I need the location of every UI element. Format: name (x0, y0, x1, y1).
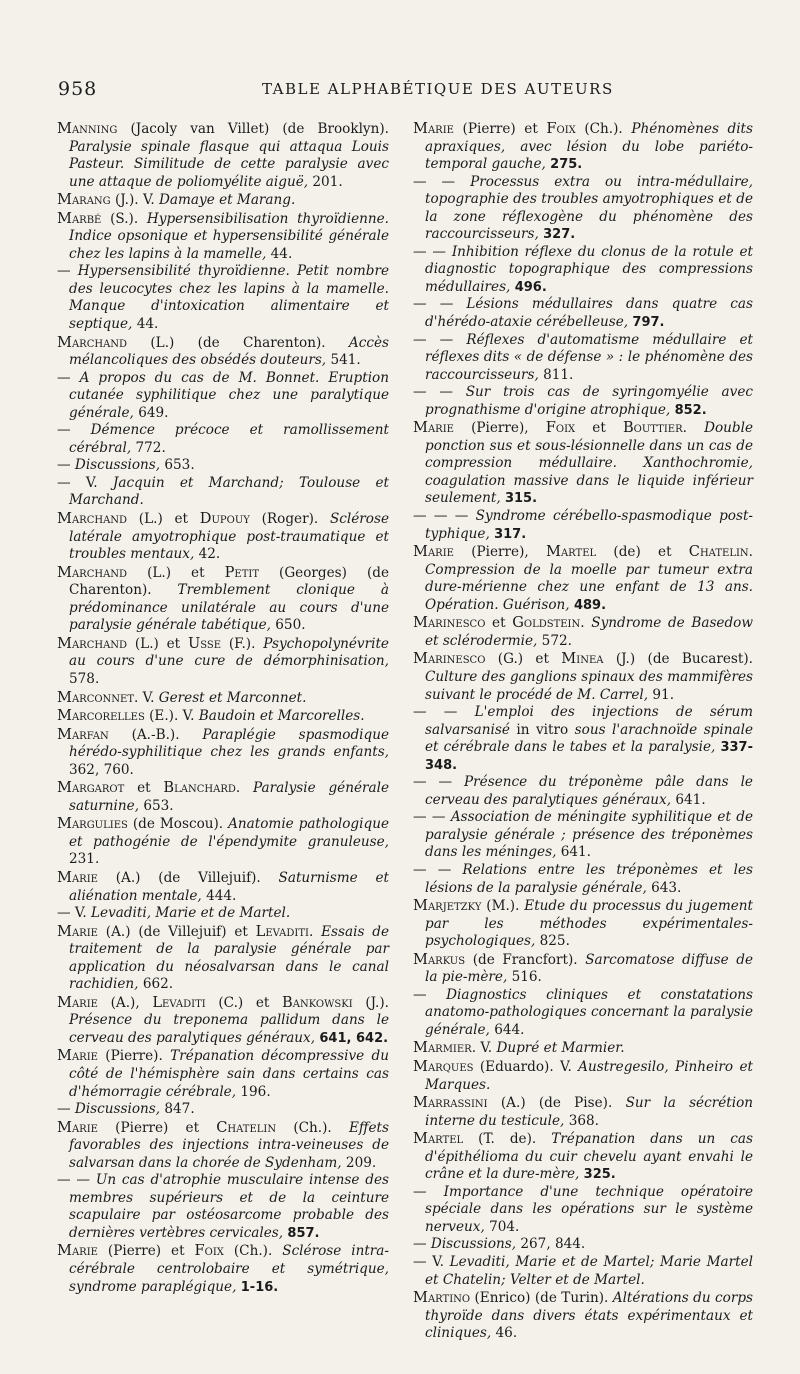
entry-text: in vitro (516, 721, 569, 738)
author-name: Martino (413, 1289, 471, 1307)
entry-text: 267, 844. (520, 1236, 586, 1253)
author-name: Marinesco (413, 614, 486, 632)
author-name: Margarot (57, 779, 125, 797)
entry-title: Association de méningite syphilitique et de paralysie générale ; présence des tréponèmes dans les méninges, (425, 809, 753, 861)
author-name: Marfan (57, 725, 109, 743)
index-entry (57, 905, 389, 923)
index-entry (413, 809, 753, 862)
entry-text: . (308, 923, 322, 940)
index-entry (413, 1289, 753, 1343)
entry-title: Syndrome de Basedow et sclérodermie, (425, 615, 753, 649)
author-name: Marinesco (413, 650, 486, 668)
entry-text: 649. (138, 404, 169, 421)
entry-title: Psychopolynévrite au cours d'une cure de démorphinisation, (69, 635, 389, 670)
index-entry (57, 191, 389, 210)
index-entry (413, 1094, 753, 1130)
entry-text: 572. (541, 632, 572, 649)
entry-text: — (413, 986, 447, 1003)
entry-text: 42. (198, 546, 221, 563)
running-title: TABLE ALPHABÉTIQUE DES AUTEURS (262, 80, 614, 98)
index-entry (413, 951, 753, 987)
entry-title: Trépanation décompressive du côté de l'hémisphère sain dans certains cas d'hémorragie cérébrale, (69, 1048, 389, 1100)
entry-title: Sclérose latérale amyotrophique post-traumatique et troubles mentaux, (69, 511, 389, 563)
entry-text: — — (413, 809, 451, 826)
page-reference: 337-348. (425, 740, 753, 773)
author-name: Martel (413, 1130, 464, 1148)
entry-title: Lésions médullaires dans quatre cas d'hérédo-ataxie cérébelleuse, (425, 296, 753, 331)
entry-text: (Roger). (249, 511, 330, 528)
entry-text: (Eduardo). V. (473, 1058, 579, 1075)
entry-title: Tremblement clonique à prédominance unilatérale au cours d'une paralysie générale tabétique, (69, 582, 390, 634)
index-entry (57, 370, 389, 423)
entry-text: 196. (240, 1083, 271, 1100)
entry-title: Baudoin et Marcorelles. (198, 708, 365, 725)
entry-text: (Ch.). (223, 1243, 283, 1260)
index-entry (57, 1047, 389, 1101)
index-entry (413, 419, 753, 508)
entry-text: (L.) et (127, 635, 188, 652)
entry-title: Hypersensibilisation thyroïdienne. Indice opsonique et hypersensibilité générale chez les lapins à la mamelle, (69, 210, 389, 262)
entry-text: (M.). (481, 898, 525, 915)
entry-text: 362, 760. (69, 761, 134, 778)
index-entry (57, 726, 389, 780)
entry-text: — (57, 457, 75, 474)
author-name: Dupouy (199, 510, 250, 528)
author-name: Minea (561, 650, 604, 668)
author-name: Marie (57, 1118, 98, 1136)
entry-text: (T. de). (463, 1131, 552, 1148)
page-reference: 496. (514, 279, 547, 295)
page-reference: 275. (550, 157, 583, 173)
author-name: Bankowski (282, 993, 353, 1011)
entry-text: 847. (164, 1101, 195, 1118)
entry-title: Démence précoce et ramollissement cérébral, (69, 422, 389, 456)
entry-title: Trépanation dans un cas d'épithélioma du cuir chevelu ayant envahi le crâne et la dure-mère, (425, 1131, 753, 1183)
entry-text: (L.) et (127, 564, 225, 581)
index-entry (57, 457, 389, 475)
author-name: Marie (57, 868, 98, 886)
entry-title: Inhibition réflexe du clonus de la rotule et diagnostic topographique des compressions médullaires, (425, 243, 753, 295)
author-name: Marie (413, 419, 454, 437)
entry-text: — V. (57, 905, 91, 922)
index-entry (413, 862, 753, 897)
entry-text: 231. (69, 851, 100, 868)
page-reference: 489. (573, 597, 607, 613)
entry-title: Sarcomatose diffuse de la pie-mère, (425, 951, 753, 986)
author-name: Chatelin (216, 1118, 277, 1136)
entry-text: (Ch.). (276, 1119, 349, 1136)
entry-text: (Pierre). (97, 1048, 171, 1065)
entry-text: (J.) (de Bucarest). (603, 651, 753, 668)
index-entry (413, 384, 753, 419)
entry-title: Relations entre les tréponèmes et les lésions de la paralysie générale, (425, 861, 753, 896)
author-name: Foix (545, 419, 576, 437)
index-entry (413, 704, 753, 774)
index-entry (413, 897, 753, 951)
author-name: Marbé (57, 209, 102, 227)
index-entry (57, 1172, 389, 1242)
entry-title: Paralysie spinale flasque qui attaqua Louis Pasteur. Similitude de cette paralysie avec une attaque de poliomyélite aiguë, (69, 138, 389, 190)
entry-title: Importance d'une technique opératoire spéciale dans les opérations sur le système nerveux, (425, 1183, 753, 1235)
entry-text: — (413, 1183, 444, 1200)
entry-text: (L.) et (127, 511, 200, 528)
index-entry (57, 1242, 389, 1296)
page-reference: 315. (504, 491, 538, 507)
entry-text: — — (57, 1172, 96, 1189)
page-number: 958 (58, 78, 98, 100)
author-name: Marconnet (57, 688, 135, 706)
page-reference: 797. (632, 315, 665, 331)
author-name: Marchand (57, 333, 128, 351)
author-name: Manning (57, 120, 118, 137)
index-entry (57, 334, 389, 370)
entry-text: (L.) (de Charenton). (127, 334, 349, 351)
entry-title: Paralysie générale saturnine, (69, 780, 389, 814)
entry-title: Compression de la moelle par tumeur extra dure-mérienne chez une enfant de 13 ans. Opération. Guérison, (425, 561, 753, 613)
entry-text: (Enrico) (de Turin). (470, 1290, 613, 1307)
entry-text: 704. (489, 1218, 520, 1235)
entry-text: — — (413, 861, 463, 878)
index-entry (57, 510, 389, 564)
entry-title: Discussions, (430, 1236, 521, 1253)
author-name: Petit (224, 563, 259, 581)
index-entry (57, 120, 389, 191)
entry-text: 643. (651, 879, 682, 896)
entry-text: 811. (543, 366, 574, 383)
author-name: Bouttier (622, 419, 683, 437)
entry-text: 91. (652, 686, 675, 703)
entry-text: — — (413, 384, 466, 401)
entry-text: . V. (134, 689, 159, 706)
entry-text: . (748, 544, 753, 561)
entry-text: 641. (675, 791, 706, 808)
page-reference: 325. (583, 1167, 616, 1183)
entry-text: — V. (413, 1254, 450, 1270)
entry-text: 578. (69, 670, 100, 687)
entry-text: (Ch.). (575, 121, 632, 137)
author-name: Marchand (57, 510, 128, 528)
entry-title: Réflexes d'automatisme médullaire et réflexes dits « de défense » : le phénomène des raccourcisseurs, (425, 331, 753, 383)
entry-title: Levaditi, Marie et de Martel. (91, 905, 291, 922)
entry-title: Gerest et Marconnet. (158, 689, 307, 706)
entry-title: Culture des ganglions spinaux des mammifères suivant le procédé de M. Carrel, (425, 668, 753, 703)
entry-text: 653. (164, 457, 195, 474)
left-column (57, 120, 389, 1296)
page-reference: 857. (287, 1225, 320, 1241)
entry-text: 44. (270, 245, 293, 262)
entry-text: (A.), (97, 994, 153, 1011)
entry-text: (F.). (221, 635, 264, 652)
author-name: Foix (194, 1242, 224, 1260)
author-name: Levaditi (255, 922, 309, 940)
entry-title: Processus extra ou intra-médullaire, topographie des troubles amyotrophiques et de la zone réflexogène du phénomène des raccourcisseurs, (425, 173, 753, 243)
author-name: Marchand (57, 634, 128, 652)
entry-title: Etude du processus du jugement par les méthodes expérimentales-psychologiques, (425, 898, 754, 950)
index-entry (413, 543, 753, 614)
author-name: Marie (57, 1047, 98, 1065)
index-entry (413, 332, 753, 385)
entry-text: — (57, 1101, 75, 1118)
entry-text: 209. (345, 1154, 377, 1171)
right-column (413, 120, 753, 1343)
author-name: Marie (57, 1242, 98, 1260)
author-name: Marie (413, 120, 454, 137)
entry-text: (de) et (596, 544, 689, 561)
entry-title: Dupré et Marmier. (496, 1040, 625, 1057)
entry-text: — — (413, 704, 475, 721)
entry-text: — — (413, 173, 471, 190)
index-entry (57, 779, 389, 815)
entry-title: Phénomènes dits apraxiques, avec lésion du lobe pariéto-temporal gauche, (425, 121, 753, 173)
index-entry (57, 869, 389, 905)
entry-text: — — (413, 243, 452, 260)
entry-text: — — — (413, 508, 476, 525)
author-name: Marrassini (413, 1094, 488, 1112)
entry-text: (A.) (de Pise). (487, 1095, 626, 1112)
entry-title: Sur la sécrétion interne du testicule, (425, 1095, 754, 1129)
index-entry (57, 635, 389, 689)
entry-title: Hypersensibilité thyroïdienne. Petit nombre des leucocytes chez les lapins à la mamelle. Manque d'intoxication alimentaire et septique, (69, 263, 390, 333)
author-name: Levaditi (152, 993, 206, 1011)
index-entry (57, 1119, 389, 1173)
entry-text: et (485, 615, 513, 632)
entry-text: 772. (135, 439, 166, 456)
entry-text: (Pierre) et (97, 1119, 217, 1136)
author-name: Margulies (57, 815, 128, 833)
entry-title: Discussions, (74, 1101, 165, 1118)
entry-text: 516. (511, 969, 542, 986)
index-entry (57, 707, 389, 726)
entry-text: (E.). V. (144, 708, 199, 725)
entry-title: Saturnisme et aliénation mentale, (69, 869, 389, 904)
entry-text: 201. (312, 173, 343, 190)
page-header (0, 0, 800, 110)
index-entry (413, 1254, 753, 1289)
author-name: Marmier (413, 1039, 472, 1057)
entry-text: (J.). V. (110, 192, 160, 209)
entry-text: — (57, 369, 80, 386)
entry-text: . (580, 615, 592, 632)
entry-title: Présence du tréponème pâle dans le cerveau des paralytiques généraux, (425, 774, 753, 808)
index-entry (57, 994, 389, 1048)
entry-text: 44. (136, 316, 159, 333)
author-name: Marchand (57, 563, 128, 581)
index-entry (57, 422, 389, 457)
index-entry (413, 120, 753, 174)
page-reference: 317. (494, 526, 527, 542)
entry-text: 368. (568, 1112, 599, 1129)
entry-title: Syndrome cérébello-spasmodique post-typhique, (425, 508, 753, 542)
entry-text: . V. (471, 1040, 497, 1057)
page-reference: 327. (543, 227, 576, 243)
entry-text: — (57, 422, 91, 439)
entry-title: sous l'arachnoïde spinale et cérébrale dans le tabes et la paralysie, (425, 721, 753, 756)
entry-text: et (124, 780, 164, 797)
index-entry (413, 508, 753, 543)
entry-text: — — (413, 331, 467, 348)
entry-title: Accès mélancoliques des obsédés douteurs, (69, 334, 389, 369)
entry-title: Double ponction sus et sous-lésionnelle dans un cas de compression médullaire. Xanthochromie, coagulation massive dans le liquide inférieur seulement, (425, 420, 753, 507)
entry-text: (Pierre), (453, 544, 546, 561)
entry-text: 444. (206, 887, 237, 904)
author-name: Marie (57, 922, 98, 940)
entry-text: 641. (560, 844, 591, 861)
entry-text: — V. (57, 474, 113, 491)
entry-title: A propos du cas de M. Bonnet. Eruption cutanée syphilitique chez une paralytique générale, (69, 369, 389, 421)
index-entry (413, 1184, 753, 1237)
entry-title: Paraplégie spasmodique hérédo-syphilitique chez les grands enfants, (69, 726, 389, 761)
page-reference: 641, 642. (319, 1030, 389, 1046)
index-entry (413, 1039, 753, 1058)
entry-title: Un cas d'atrophie musculaire intense des membres supérieurs et de la ceinture scapulaire par ostéosarcome probable des dernières vertèbres cervicales, (69, 1172, 389, 1241)
entry-title: Essais de traitement de la paralysie générale par application du néosalvarsan dans le canal rachidien, (69, 923, 389, 993)
entry-title: Altérations du corps thyroïde dans divers états expérimentaux et cliniques, (425, 1290, 753, 1342)
index-entry (57, 923, 389, 994)
index-entry (57, 475, 389, 510)
index-entry (413, 987, 753, 1040)
entry-title: Anatomie pathologique et pathogénie de l'épendymite granuleuse, (69, 816, 389, 850)
page-reference: 852. (674, 402, 707, 418)
entry-text: (J.). (352, 994, 389, 1011)
entry-text: (A.-B.). (108, 726, 203, 743)
entry-title: Effets favorables des injections intra-veineuses de salvarsan dans la chorée de Sydenham, (69, 1119, 389, 1171)
index-entry (413, 650, 753, 704)
entry-text: (de Francfort). (465, 951, 586, 968)
entry-title: Damaye et Marang. (159, 192, 296, 209)
entry-text: . (235, 780, 254, 797)
author-name: Foix (546, 120, 576, 137)
author-name: Marcorelles (57, 707, 145, 725)
author-name: Marie (413, 543, 454, 561)
entry-text: (Pierre), (453, 420, 546, 437)
author-name: Marques (413, 1057, 474, 1075)
entry-text: — (413, 1236, 431, 1253)
entry-text: (Jacoly van Villet) (de Brooklyn). (117, 121, 389, 137)
entry-text: 644. (494, 1021, 525, 1038)
entry-text: 541. (330, 352, 361, 369)
entry-title: L'emploi des injections de sérum salvarsanisé (425, 704, 753, 738)
entry-text: 653. (143, 797, 174, 814)
index-entry (413, 174, 753, 244)
entry-title: Discussions, (74, 457, 165, 474)
entry-title: Levaditi, Marie et de Martel; Marie Martel et Chatelin; Velter et de Martel. (425, 1254, 753, 1288)
index-entry (57, 263, 389, 333)
author-name: Chatelin (688, 543, 749, 561)
entry-text: 662. (142, 976, 174, 993)
entry-text: (S.). (101, 210, 147, 227)
index-entry (57, 1101, 389, 1119)
entry-text: (Georges) (de Charenton). (69, 564, 389, 599)
entry-text: (Pierre) et (97, 1243, 195, 1260)
entry-text: — — (413, 296, 467, 313)
index-entry (413, 774, 753, 809)
entry-text: 650. (275, 617, 306, 634)
author-name: Usse (187, 634, 222, 652)
index-entry (57, 210, 389, 264)
index-entry (413, 1058, 753, 1094)
entry-text: — — (413, 774, 465, 791)
index-entry (57, 689, 389, 708)
entry-title: Jacquin et Marchand; Toulouse et Marchand. (69, 474, 389, 509)
entry-text: . (682, 420, 705, 437)
author-name: Markus (413, 950, 466, 968)
author-name: Martel (546, 543, 597, 561)
entry-text: 46. (495, 1325, 518, 1342)
author-name: Blanchard (163, 779, 236, 797)
entry-title: Diagnostics cliniques et constatations anatomo-pathologiques concernant la paralysie générale, (425, 986, 753, 1038)
entry-text: (A.) (de Villejuif) et (97, 923, 256, 940)
entry-text: (de Moscou). (127, 816, 229, 833)
author-name: Marjetzky (413, 897, 482, 915)
entry-text: (Pierre) et (453, 121, 547, 137)
entry-text: 825. (539, 933, 570, 950)
entry-title: Sur trois cas de syringomyélie avec prognathisme d'origine atrophique, (425, 384, 753, 418)
index-entry (413, 614, 753, 650)
author-name: Marie (57, 993, 98, 1011)
index-entry (413, 1130, 753, 1184)
entry-title: Austregesilo, Pinheiro et Marques. (425, 1058, 753, 1093)
entry-title: Présence du treponema pallidum dans le cerveau des paralytiques généraux, (69, 1012, 389, 1046)
page-reference: 1-16. (240, 1279, 279, 1295)
index-entry (413, 1236, 753, 1254)
entry-text: — (57, 263, 78, 280)
index-entry (413, 296, 753, 331)
index-entry (413, 244, 753, 297)
entry-title: Sclérose intra-cérébrale centrolobaire et symétrique, syndrome paraplégique, (69, 1243, 389, 1295)
entry-text: et (575, 420, 623, 437)
index-entry (57, 815, 389, 869)
index-entry (57, 564, 389, 635)
entry-text: (A.) (de Villejuif). (97, 869, 279, 886)
entry-text: (C.) et (205, 994, 283, 1011)
author-name: Marang (57, 191, 111, 209)
entry-text: (G.) et (485, 651, 562, 668)
author-name: Goldstein (512, 614, 581, 632)
